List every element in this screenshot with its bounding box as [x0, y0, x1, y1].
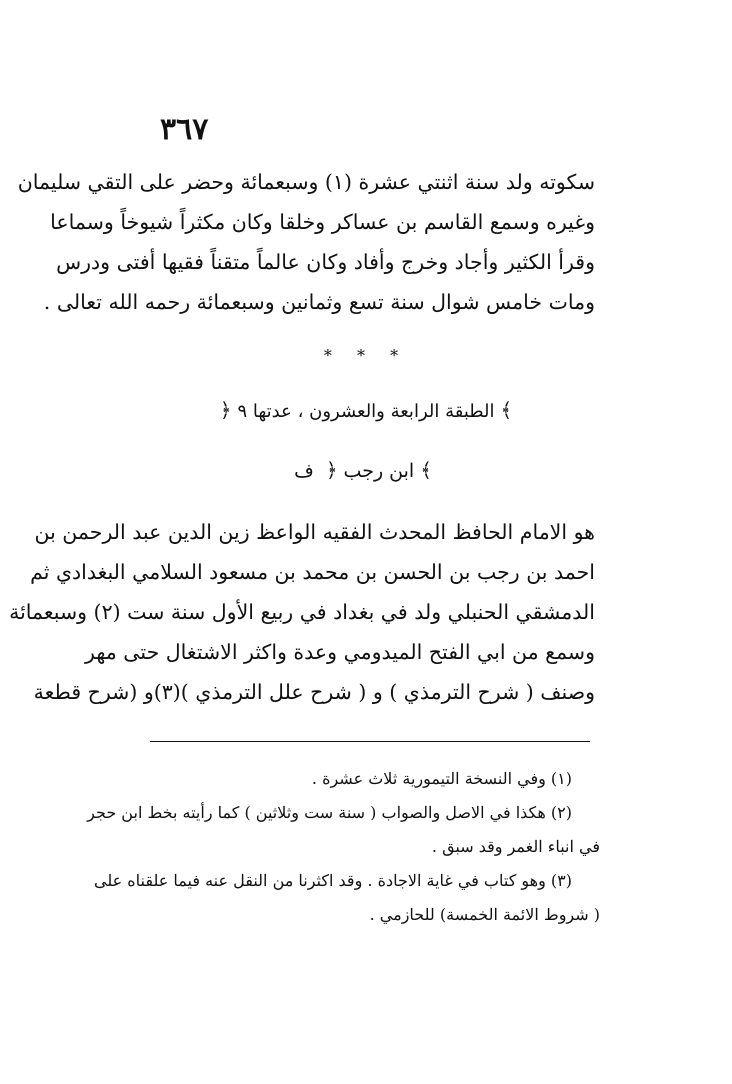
footnote-2-line: (٢) هكذا في الاصل والصواب ( سنة ست وثلاثين ) كما رأيته بخط ابن حجر: [87, 803, 572, 822]
text-line: وسمع من ابي الفتح الميدومي وعدة واكثر الاشتغال حتى مهر: [85, 640, 595, 664]
section-separator: * * *: [323, 346, 409, 365]
text-line: وقرأ الكثير وأجاد وخرج وأفاد وكان عالماً متقناً فقيها أفتى ودرس: [56, 250, 595, 274]
footnote-2-line: في انباء الغمر وقد سبق .: [431, 837, 600, 856]
paragraph-ibn-rajab-biography: [9, 512, 595, 712]
ornament-bracket-icon: ﴿: [219, 398, 232, 422]
ornament-bracket-icon: ﴿: [325, 458, 338, 482]
text-line: احمد بن رجب بن الحسن بن محمد بن مسعود السلامي البغدادي ثم: [30, 560, 595, 584]
text-line: هو الامام الحافظ المحدث الفقيه الواعظ زين الدين عبد الرحمن بن: [34, 520, 595, 544]
footnote-3-line: ( شروط الائمة الخمسة) للحازمي .: [369, 905, 600, 924]
page-number: ٣٦٧: [160, 112, 209, 147]
entry-heading-suffix: ف: [294, 460, 314, 482]
text-line: وغيره وسمع القاسم بن عساكر وخلقا وكان مكثراً شيوخاً وسماعا: [50, 210, 595, 234]
section-heading-text: الطبقة الرابعة والعشرون ، عدتها ٩: [237, 401, 495, 422]
text-line: سكوته ولد سنة اثنتي عشرة (١) وسبعمائة وحضر على التقي سليمان: [17, 170, 595, 194]
footnote-1: (١) وفي النسخة التيمورية ثلاث عشرة .: [311, 769, 572, 788]
paragraph-previous-biography: [17, 162, 595, 322]
footnote-3-line: (٣) وهو كتاب في غاية الاجادة . وقد اكثرنا من النقل عنه فيما علقناه على: [94, 871, 572, 890]
ornament-bracket-icon: ﴾: [420, 458, 432, 482]
entry-heading-name: ابن رجب: [343, 460, 415, 482]
text-line: وصنف ( شرح الترمذي ) و ( شرح علل الترمذي )(٣)و (شرح قطعة: [33, 680, 595, 704]
section-heading: [0, 398, 732, 422]
footnotes: [87, 762, 600, 932]
ornament-bracket-icon: ﴾: [500, 398, 513, 422]
text-line: الدمشقي الحنبلي ولد في بغداد في ربيع الأول سنة ست (٢) وسبعمائة: [9, 600, 595, 624]
text-line: ومات خامس شوال سنة تسع وثمانين وسبعمائة رحمه الله تعالى .: [43, 290, 595, 314]
entry-heading: [0, 458, 732, 482]
footnote-divider: [150, 741, 590, 742]
